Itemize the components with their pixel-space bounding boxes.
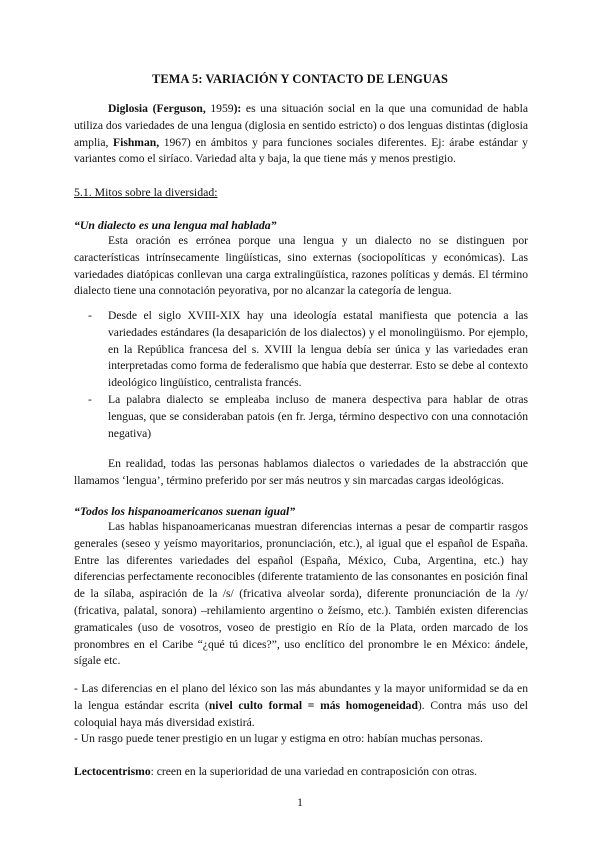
lectocentrismo-definition bbox=[74, 764, 528, 781]
note-1-start: - Las diferencias en el plano del léxico son las más abundantes y la mayor uniformidad se da en la lengua estándar escrita ( bbox=[74, 682, 528, 712]
myth-2-heading: “Todos los hispanoamericanos suenan igual” bbox=[74, 504, 296, 518]
diglosia-definition bbox=[74, 101, 528, 168]
diglosia-year: 1959 bbox=[210, 102, 234, 115]
note-1-emphasis: nivel culto formal = más homogeneidad bbox=[208, 698, 418, 712]
diglosia-closing: ): bbox=[233, 102, 242, 115]
diglosia-author-2: Fishman, bbox=[113, 135, 160, 149]
myth-1-heading: “Un dialecto es una lengua mal hablada” bbox=[74, 218, 277, 232]
note-1-end: ). Contra más uso del coloquial haya más diversidad existirá. bbox=[74, 698, 528, 729]
diglosia-term: Diglosia bbox=[108, 102, 148, 115]
myth-1-text: Esta oración es errónea porque una lengua y un dialecto no se distinguen por características intrínsecamente lingüísticas, sino externas (sociopolíticas y económicas). Las variedades diatópicas conllevan una carga extralingüística, razones políticas y demás. El término dialecto tiene una connotación peyorativa, por no alcanzar la categoría de lengua. bbox=[74, 234, 528, 298]
page-title: TEMA 5: VARIACIÓN Y CONTACTO DE LENGUAS bbox=[151, 72, 449, 86]
diglosia-author: (Ferguson, bbox=[152, 102, 206, 115]
myth-2-note-1 bbox=[74, 681, 528, 748]
myth-1-conclusion-text: En realidad, todas las personas hablamos dialectos o variedades de la abstracción que llamamos ‘lengua’, término preferido por ser más neutros y sin marcadas cargas ideológicas. bbox=[74, 457, 528, 487]
page-number: 1 bbox=[297, 797, 303, 809]
myth-1-paragraph bbox=[74, 233, 528, 300]
myth-2-paragraph bbox=[74, 519, 528, 670]
list-item: - La palabra dialecto se empleaba incluso de manera despectiva para hablar de otras lenguas, que se consideraban patois (en fr. Jerga, término despectivo con una connotación negativa) bbox=[74, 392, 528, 442]
diglosia-text-2: 1967) en ámbitos y para funciones sociales diferentes. Ej: árabe estándar y variantes como el siríaco. Variedad alta y baja, la que tiene más y menos prestigio. bbox=[74, 135, 528, 166]
lectocentrismo-term: Lectocentrismo bbox=[74, 765, 151, 778]
diglosia-text-1: es una situación social en la que una comunidad de habla utiliza dos variedades de una lengua (diglosia en sentido estricto) o dos lenguas distintas (diglosia amplia, bbox=[74, 102, 528, 149]
list-item: - Desde el siglo XVIII-XIX hay una ideología estatal manifiesta que potencia a las variedades estándares (la desaparición de los dialectos) y el monolingüismo. Por ejemplo, en la República francesa del s. XVIII la lengua debía ser única y las variedades eran interpretadas como forma de federalismo que había que desterrar. Esto se debe al contexto ideológico lingüístico, centralista francés. bbox=[74, 308, 528, 392]
myth-1-bullets bbox=[74, 308, 528, 442]
lectocentrismo-text: : creen en la superioridad de una variedad en contraposición con otras. bbox=[150, 765, 478, 778]
myth-2-note-2: - Un rasgo puede tener prestigio en un lugar y estigma en otro: habían muchas personas. bbox=[74, 732, 483, 746]
section-heading: 5.1. Mitos sobre la diversidad: bbox=[74, 185, 218, 199]
myth-2-text: Las hablas hispanoamericanas muestran diferencias internas a pesar de compartir rasgos generales (seseo y yeísmo mayoritarios, pronunciación, etc.), al igual que el español de España. Entre las diferentes variedades del español (España, México, Cuba, Argentina, etc.) hay diferencias perfectamente reconocibles (diferente tratamiento de las consonantes en posición final de la sílaba, aspiración de la /s/ (fricativa alveolar sorda), diferente pronunciación de la /y/ (fricativa, palatal, sonora) –rehilamiento argentino o žeísmo, etc.). También existen diferencias gramaticales (uso de vosotros, voseo de prestigio en Río de la Plata, orden marcado de los pronombres en el Caribe “¿qué tú dices?”, uso enclítico del pronombre le en México: ándele, sígale etc. bbox=[74, 520, 528, 668]
myth-1-conclusion bbox=[74, 456, 528, 490]
